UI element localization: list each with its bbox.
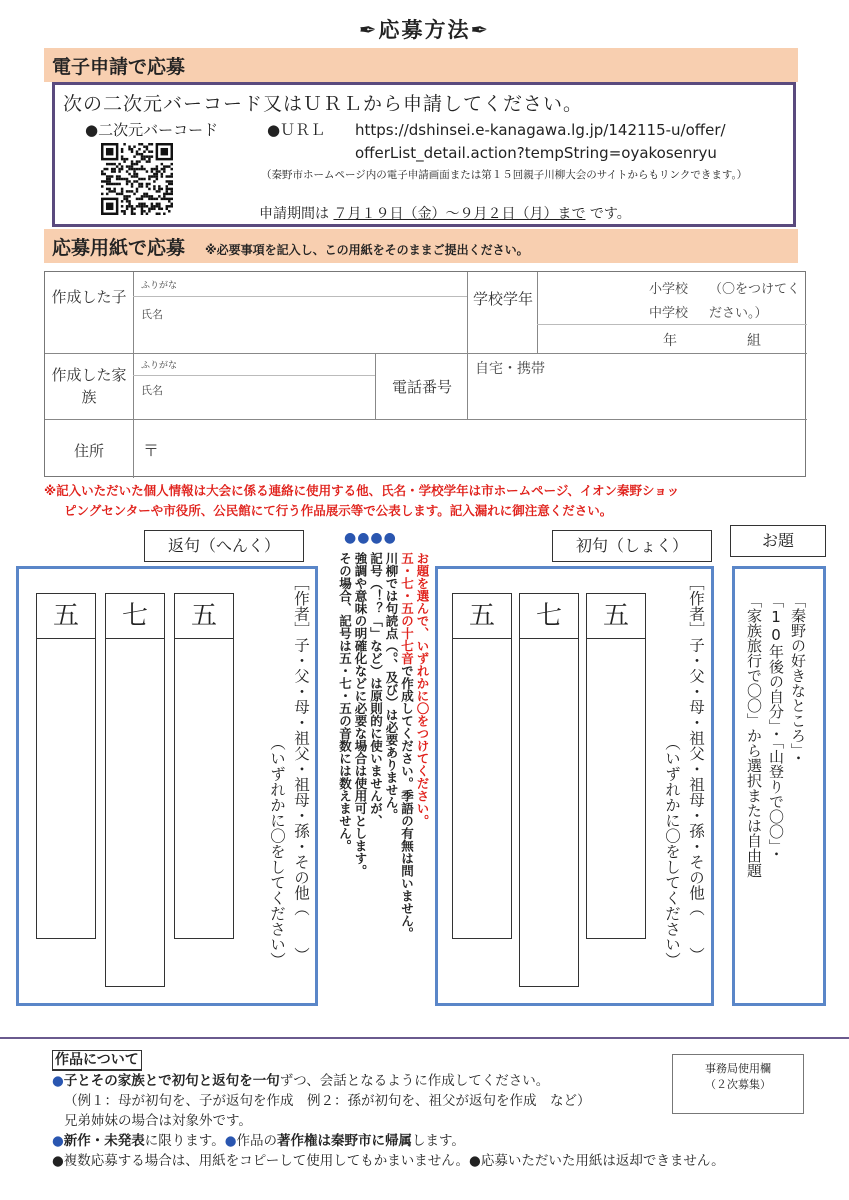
furigana-divider xyxy=(133,375,375,376)
instructions xyxy=(318,530,430,1010)
url-line-1[interactable]: https://dshinsei.e-kanagawa.lg.jp/142115-u/offer/ xyxy=(355,121,726,139)
henku-column-3[interactable] xyxy=(174,593,234,939)
school-label: 学校学年 xyxy=(472,290,533,308)
office-use-box xyxy=(672,1054,804,1114)
paper-heading-text: 応募用紙で応募 xyxy=(52,237,186,259)
about-point-1-rest: ずつ、会話となるように作成してください。 xyxy=(279,1073,550,1089)
junior-label[interactable]: 中学校 xyxy=(649,306,689,321)
shoku-author-line-2: （いずれかに〇をしてください） xyxy=(663,735,681,968)
bullet: ● xyxy=(52,1133,64,1149)
privacy-line-1: ※記入いただいた個人情報は大会に係る連絡に使用する他、氏名・学校学年は市ホームページ、イオン秦野ショッ xyxy=(44,483,680,498)
shoku-column-3[interactable] xyxy=(586,593,646,939)
electronic-box xyxy=(52,82,796,227)
paper-note: ※必要事項を記入し、この用紙をそのままご提出ください。 xyxy=(205,243,529,257)
privacy-notice xyxy=(44,481,814,521)
child-label-text: 作成した子 xyxy=(51,288,127,306)
elementary-label[interactable]: 小学校 xyxy=(649,282,689,297)
henku-column-head: 五 xyxy=(174,593,234,639)
application-form xyxy=(44,271,806,477)
family-name-label: 氏名 xyxy=(141,384,163,397)
privacy-line-2: ピングセンターや市役所、公民館にて行う作品展示等で公表します。記入漏れに御注意ください。 xyxy=(64,503,613,518)
child-name-field[interactable] xyxy=(137,298,463,350)
grade-label: 年 xyxy=(663,333,677,349)
shoku-column-field[interactable] xyxy=(586,639,646,939)
phone-type[interactable]: 自宅・携帯 xyxy=(475,361,545,377)
form-col-divider xyxy=(467,272,468,353)
instruction-line-4: 記号（！？「」など）は原則的に使いませんが、 xyxy=(368,552,384,827)
application-url[interactable] xyxy=(355,119,795,165)
period-pre: 申請期間は xyxy=(259,206,329,222)
henku-column-1[interactable] xyxy=(36,593,96,939)
shoku-column-1[interactable] xyxy=(452,593,512,939)
form-row-divider xyxy=(45,419,807,420)
child-label xyxy=(45,286,133,308)
link-note: （秦野市ホームページ内の電子申請画面または第１５回親子川柳大会のサイトからもリンクできます。） xyxy=(261,169,748,181)
henku-author-line-2: （いずれかに〇をしてください） xyxy=(268,735,286,968)
henku-column-2[interactable] xyxy=(105,593,165,987)
henku-label: 返句（へんく） xyxy=(144,530,304,562)
address-label: 住所 xyxy=(73,442,104,460)
odai-line-1[interactable]: 「秦野の好きなところ」・ xyxy=(789,593,807,766)
about-point-2-bold-1: 新作・未発表 xyxy=(63,1133,145,1149)
about-point-2-pre: 作品の xyxy=(236,1133,277,1149)
furigana-divider xyxy=(133,296,467,297)
shoku-column-head: 五 xyxy=(586,593,646,639)
henku-column-field[interactable] xyxy=(174,639,234,939)
period-post: です。 xyxy=(589,206,631,222)
shoku-author-line-1[interactable]: ［作者］子・父・母・祖父・祖母・孫・その他（ ） xyxy=(687,575,705,963)
office-line-2: （２次募集） xyxy=(705,1078,771,1091)
odai-line-2[interactable]: 「10年後の自分」・「山登りで〇〇」・ xyxy=(767,593,785,862)
henku-column-head: 七 xyxy=(105,593,165,639)
instruction-red-1: お題を選んで、いずれかに〇をつけてください。 xyxy=(415,552,430,827)
about-point-1-bold: 子とその家族とで初句と返句を一句 xyxy=(63,1073,280,1089)
bullet: ● xyxy=(52,1073,64,1089)
instructions-dots: ●●●● xyxy=(344,530,397,546)
henku-column-head: 五 xyxy=(36,593,96,639)
shoku-label: 初句（しょく） xyxy=(552,530,712,562)
form-col-divider xyxy=(467,353,468,419)
child-name-label: 氏名 xyxy=(141,308,163,321)
shoku-column-head: 五 xyxy=(452,593,512,639)
henku-author[interactable] xyxy=(265,575,313,1005)
about-point-2-bold-2: 著作権は秦野市に帰属 xyxy=(276,1133,412,1149)
odai-text[interactable] xyxy=(743,593,809,878)
application-period xyxy=(259,203,631,223)
instructions-text xyxy=(337,552,430,1012)
page-title: ✒応募方法✒ xyxy=(358,18,491,42)
qr-code-icon[interactable] xyxy=(101,143,173,215)
about-example: （例１：母が初句を、子が返句を作成 例２：孫が初句を、祖父が返句を作成 など） xyxy=(64,1093,591,1109)
henku-author-line-1[interactable]: ［作者］子・父・母・祖父・祖母・孫・その他（ ） xyxy=(292,575,310,963)
period-date: ７月１９日（金）～９月２日（月）まで xyxy=(333,206,586,222)
instruction-line-5: 強調や意味の明確化などに必要な場合は使用可とします。 xyxy=(353,552,368,877)
about-siblings: 兄弟姉妹の場合は対象外です。 xyxy=(64,1113,252,1129)
url-line-2[interactable]: offerList_detail.action?tempString=oyakosenryu xyxy=(355,144,717,162)
henku-box xyxy=(16,566,318,1006)
qr-label: ●二次元バーコード xyxy=(85,121,219,139)
about-heading: 作品について xyxy=(52,1050,142,1071)
odai-box xyxy=(732,566,826,1006)
office-line-1: 事務局使用欄 xyxy=(705,1062,771,1075)
circle-note: （〇をつけてください。） xyxy=(709,282,801,321)
odai-line-3[interactable]: 「家族旅行で〇〇」から選択または自由題 xyxy=(745,593,763,878)
henku-column-field[interactable] xyxy=(105,639,165,987)
paper-heading xyxy=(44,229,798,263)
postal-mark: 〒 xyxy=(143,441,160,460)
form-row-divider xyxy=(45,353,807,354)
electronic-lead: 次の二次元バーコード又はＵＲＬから申請してください。 xyxy=(63,93,584,115)
instruction-red-2: 五・七・五の十七音 xyxy=(399,552,415,665)
about-point-2-mid: に限ります。 xyxy=(144,1133,225,1149)
url-label: ●ＵＲＬ xyxy=(267,121,326,139)
child-furigana-label: ふりがな xyxy=(141,281,178,291)
electronic-heading xyxy=(44,48,798,82)
electronic-heading-text: 電子申請で応募 xyxy=(52,56,186,78)
shoku-column-field[interactable] xyxy=(452,639,512,939)
phone-field[interactable] xyxy=(471,378,801,418)
instruction-line-3: 川柳では句読点（。、及び）は必要ありません。 xyxy=(384,552,399,821)
form-col-divider xyxy=(537,272,538,353)
odai-label: お題 xyxy=(730,525,826,557)
bullet: ● xyxy=(224,1133,237,1149)
instruction-line-6: その場合、記号は五・七・五の音数には数えません。 xyxy=(337,552,353,852)
shoku-column-head: 七 xyxy=(519,593,579,639)
henku-column-field[interactable] xyxy=(36,639,96,939)
form-col-divider xyxy=(375,353,376,419)
shoku-author[interactable] xyxy=(660,575,708,1005)
about-point-2-post: します。 xyxy=(411,1133,465,1149)
shoku-column-field[interactable] xyxy=(519,639,579,987)
address-field[interactable] xyxy=(161,424,801,474)
instruction-line-2: で作成してください。季語の有無は問いません。 xyxy=(399,664,415,940)
family-label: 作成した家族 xyxy=(51,366,127,406)
shoku-column-2[interactable] xyxy=(519,593,579,987)
about-point-2 xyxy=(52,1131,812,1151)
class-label: 組 xyxy=(747,333,761,349)
family-name-field[interactable] xyxy=(137,378,373,418)
section-divider xyxy=(0,1037,849,1039)
phone-label: 電話番号 xyxy=(391,378,452,396)
about-point-3: ●複数応募する場合は、用紙をコピーして使用してもかまいません。●応募いただいた用紙は返却できません。 xyxy=(52,1153,725,1169)
family-furigana-label: ふりがな xyxy=(141,361,178,371)
shoku-box xyxy=(435,566,714,1006)
